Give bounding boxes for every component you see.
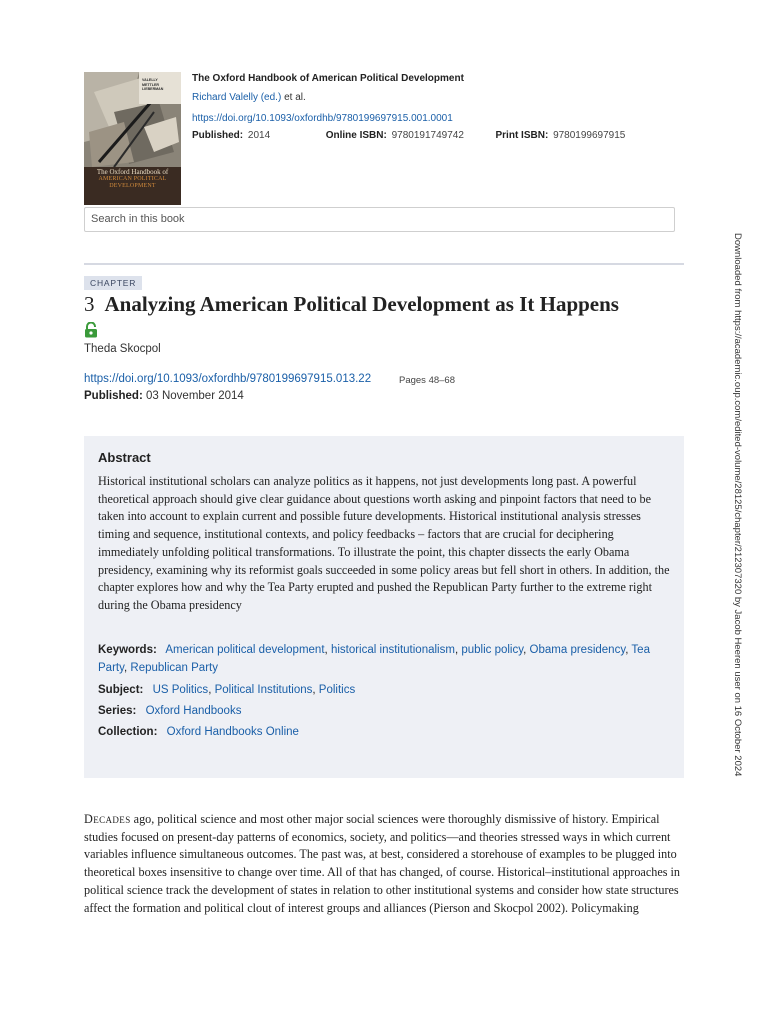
abstract-text: Historical institutional scholars can analyze politics as it happens, not just developments long past. A powerful theoretical approach should give clear guidance about questions worth asking and pinpoint factors that need to be taken into account to explain current and possible future developments. Historical institutional analysis stresses timing and sequence, institutional contexts, and policy feedbacks – factors that are crucial for deciphering immediately unfolding political transformations. To illustrate the point, this chapter dissects the early Obama presidency, examining why its reformist goals succeeded in some policy areas but fell short in others. In addition, the chapter explores how and why the Tea Party erupted and pushed the Republican Party further to the extreme right during the Obama presidency [98, 474, 670, 612]
book-meta [192, 72, 682, 141]
book-publication-info [192, 130, 682, 141]
cover-editors [142, 78, 178, 92]
body-paragraph: ago, political science and most other major social sciences were thoroughly dismissive of history. Empirical studies focused on present-day patterns of economics, society, and politics—and theories stressed ways in which current variables influence simultaneous outcomes. The past was, at best, considered a storehouse of examples to be plugged into theoretical boxes insensitive to change over time. All of that has changed, of course. Historical–institutional approaches in political science track the development of states in relation to other institutional systems and consider how state structures affect the formation and political clout of interest groups and alliances (Pierson and Skocpol 2002). Policymaking [84, 812, 681, 915]
separator: , [324, 643, 328, 656]
separator: , [625, 643, 629, 656]
subject-link[interactable]: Politics [318, 683, 356, 696]
section-divider [84, 263, 684, 265]
separator: , [208, 683, 212, 696]
subject-link[interactable]: Political Institutions [214, 683, 313, 696]
published-value: 2014 [247, 130, 271, 141]
online-isbn-label: Online ISBN: [325, 130, 387, 141]
editor-link[interactable]: Richard Valelly (ed.) [192, 92, 282, 103]
keyword-link[interactable]: public policy [461, 643, 524, 656]
published-label: Published: [192, 130, 244, 141]
cover-title [84, 169, 181, 189]
cover-title-line: DEVELOPMENT [109, 182, 156, 189]
open-access-lock-icon [84, 322, 98, 338]
keyword-link[interactable]: Republican Party [130, 661, 218, 674]
subject-row [98, 681, 670, 699]
chapter-pages: Pages 48–68 [399, 375, 455, 386]
chapter-published-label: Published: [84, 390, 143, 402]
cover-title-line: The Oxford Handbook of [96, 168, 169, 176]
cover-title-line: AMERICAN POLITICAL [98, 176, 167, 183]
chapter-badge: CHAPTER [84, 276, 142, 290]
series-label: Series: [98, 704, 137, 717]
keywords-row [98, 641, 670, 677]
separator: , [124, 661, 128, 674]
chapter-title [84, 292, 704, 317]
chapter-body-text [84, 811, 684, 917]
online-isbn-value: 9780191749742 [391, 130, 464, 141]
keyword-link[interactable]: Obama presidency [529, 643, 626, 656]
separator: , [454, 643, 459, 656]
subject-link[interactable]: US Politics [152, 683, 209, 696]
lead-word: Decades [84, 812, 131, 826]
collection-label: Collection: [98, 725, 158, 738]
series-row [98, 702, 670, 720]
separator: , [312, 683, 316, 696]
abstract-panel [84, 436, 684, 778]
editor-suffix: et al. [284, 92, 306, 103]
print-isbn-label: Print ISBN: [495, 130, 549, 141]
chapter-number: 3 [84, 292, 95, 316]
book-doi-link[interactable]: https://doi.org/10.1093/oxfordhb/9780199697915.001.0001 [192, 113, 453, 124]
abstract-heading: Abstract [98, 450, 151, 465]
chapter-doi-link[interactable]: https://doi.org/10.1093/oxfordhb/9780199697915.013.22 [84, 373, 372, 385]
collection-row [98, 723, 670, 741]
chapter-published-value: 03 November 2014 [145, 390, 244, 402]
chapter-author[interactable]: Theda Skocpol [84, 343, 161, 355]
book-editor [192, 92, 682, 103]
subject-label: Subject: [98, 683, 144, 696]
keyword-link[interactable]: historical institutionalism [330, 643, 455, 656]
book-header [84, 72, 684, 205]
chapter-publication-date [84, 390, 244, 402]
cover-editor: LIEBERMAN [142, 87, 164, 92]
keyword-link[interactable]: American political development [165, 643, 325, 656]
cover-editor: VALELLY [142, 78, 158, 82]
download-watermark: Downloaded from https://academic.oup.com/edited-volume/28125/chapter/212307320 by Jacob Heeren user on 16 October 2024 [732, 233, 743, 777]
cover-editor: METTLER [142, 82, 159, 87]
book-title[interactable]: The Oxford Handbook of American Political Development [192, 73, 464, 84]
book-cover-image[interactable] [84, 72, 181, 205]
separator: , [523, 643, 527, 656]
search-in-book-input[interactable]: Search in this book [84, 207, 675, 232]
keywords-label: Keywords: [98, 643, 157, 656]
collection-link[interactable]: Oxford Handbooks Online [166, 725, 299, 738]
print-isbn-value: 9780199697915 [553, 130, 626, 141]
keyword-link[interactable]: Tea Party [98, 643, 650, 674]
chapter-title-text: Analyzing American Political Development as It Happens [104, 292, 619, 316]
series-link[interactable]: Oxford Handbooks [145, 704, 242, 717]
